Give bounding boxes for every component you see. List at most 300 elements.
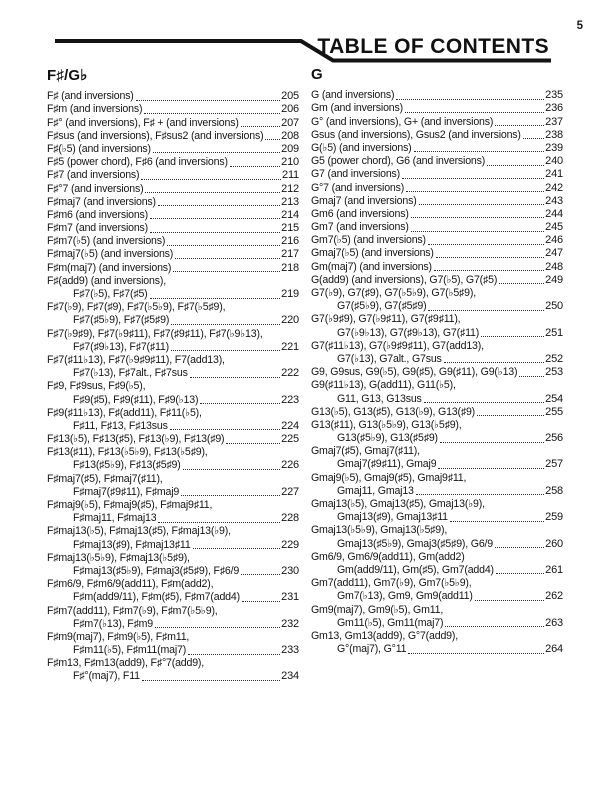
toc-entry-label: G° (and inversions), G+ (and inversions)	[311, 115, 494, 128]
toc-entry-label: Gm6 (and inversions)	[311, 207, 409, 220]
toc-entry-label: G7(♭13), G7alt., G7sus	[337, 352, 442, 365]
toc-entry-label: F♯m6/9, F♯m6/9(add11), F♯m(add2),	[47, 578, 214, 591]
toc-entry-line	[311, 101, 563, 114]
toc-entry-line	[47, 221, 299, 234]
toc-entry-label: F♯7(♯9♭13), F♯7(♯11)	[73, 340, 169, 353]
toc-entry-line	[311, 536, 563, 549]
toc-entry-page: 224	[281, 419, 299, 432]
dot-leader	[226, 443, 280, 444]
dot-leader	[150, 298, 281, 299]
dot-leader	[416, 494, 544, 495]
dot-leader	[419, 204, 545, 205]
toc-entry-page: 264	[545, 643, 563, 656]
toc-entry-label: F♯°(maj7), F11	[73, 670, 140, 683]
toc-entry-line	[311, 602, 563, 615]
toc-columns	[47, 66, 563, 682]
toc-entry-label: Gmaj7(♯5), Gmaj7(♯11),	[311, 445, 420, 458]
toc-entry-label: F♯m(maj7) (and inversions)	[47, 261, 172, 274]
toc-entry-label: Gm6/9, Gm6/9(add11), Gm(add2)	[311, 550, 465, 563]
toc-entry-label: F♯13(♯5♭9), F♯13(♯5♯9)	[73, 459, 181, 472]
toc-entry-label: Gm (and inversions)	[311, 102, 403, 115]
toc-entry-page: 228	[281, 512, 299, 525]
dot-leader	[158, 522, 280, 523]
toc-entry-label: G13(♯11), G13(♭5♭9), G13(♭5♯9),	[311, 418, 462, 431]
toc-entry-line	[311, 352, 563, 365]
toc-entry-line	[311, 457, 563, 470]
toc-entry-page: 210	[281, 156, 299, 169]
toc-entry-label: Gmaj7 (and inversions)	[311, 194, 417, 207]
toc-entry-page: 233	[281, 644, 299, 657]
toc-entry-label: Gm9(maj7), Gm9(♭5), Gm11,	[311, 603, 444, 616]
toc-entry-label: F♯7(♭9), F♯7(♯9), F♯7(♭5♭9), F♯7(♭5♯9),	[47, 301, 226, 314]
toc-entry-line	[311, 180, 563, 193]
toc-entry-label: F♯maj13(♭5♭9), F♯maj13(♭5♯9),	[47, 551, 190, 564]
dot-leader	[190, 377, 280, 378]
toc-entry-line	[47, 564, 299, 577]
dot-leader	[477, 415, 544, 416]
dot-leader	[487, 165, 544, 166]
dot-leader	[405, 112, 544, 113]
dot-leader	[411, 231, 545, 232]
toc-entry-label: F♯maj7(♭5) (and inversions)	[47, 248, 174, 261]
toc-entry-page: 252	[545, 352, 563, 365]
toc-entry-label: G11, G13, G13sus	[337, 392, 422, 405]
toc-entry-label: F♯m6 (and inversions)	[47, 208, 149, 221]
toc-entry-line	[47, 656, 299, 669]
dot-leader	[173, 271, 280, 272]
toc-entry-page: 239	[545, 141, 563, 154]
dot-leader	[428, 244, 544, 245]
toc-entry-line	[47, 669, 299, 682]
dot-leader	[188, 654, 280, 655]
toc-entry-label: G13(♭5), G13(♯5), G13(♭9), G13(♯9)	[311, 405, 476, 418]
dot-leader	[230, 166, 280, 167]
toc-entry-label: F♯maj7(♯9♯11), F♯maj9	[73, 485, 180, 498]
toc-entry-line	[47, 102, 299, 115]
toc-entry-page: 208	[281, 129, 299, 142]
toc-entry-label: F♯maj13(♯5♭9), F♯maj3(♯5♯9), F♯6/9	[73, 564, 240, 577]
dot-leader	[155, 627, 280, 628]
toc-entry-line	[311, 246, 563, 259]
toc-column-fsharp-gflat	[47, 66, 299, 682]
toc-entry-label: F♯13(♭5), F♯13(♯5), F♯13(♭9), F♯13(♯9)	[47, 433, 225, 446]
dot-leader	[523, 138, 544, 139]
toc-entry-label: F♯(♭5) (and inversions)	[47, 142, 151, 155]
toc-entry-label: Gmaj13(♭5), Gmaj13(♯5), Gmaj13(♭9),	[311, 498, 485, 510]
toc-entry-line	[47, 129, 299, 142]
toc-entry-label: G9, G9sus, G9(♭5), G9(♯5), G9(♯11), G9(♭13)	[311, 366, 518, 379]
toc-entry-line	[311, 470, 563, 483]
toc-entry-line	[47, 115, 299, 128]
toc-entry-line	[47, 432, 299, 445]
dot-leader	[481, 336, 544, 337]
toc-entry-page: 226	[281, 459, 299, 472]
toc-entry-line	[47, 406, 299, 419]
dot-leader	[170, 429, 280, 430]
toc-entry-line	[311, 576, 563, 589]
toc-entry-line	[47, 419, 299, 432]
toc-entry-page: 234	[281, 670, 299, 683]
dot-leader	[145, 192, 280, 193]
toc-entry-line	[47, 630, 299, 643]
toc-entry-line	[47, 234, 299, 247]
page-title: TABLE OF CONTENTS	[317, 35, 549, 58]
dot-leader	[445, 626, 544, 627]
toc-entry-line	[47, 340, 299, 353]
toc-entry-line	[311, 114, 563, 127]
dot-leader	[396, 99, 544, 100]
dot-leader	[519, 376, 544, 377]
toc-entry-label: G13(♯5♭9), G13(♯5♯9)	[337, 432, 438, 445]
toc-entry-page: 246	[545, 234, 563, 247]
toc-entry-page: 235	[545, 89, 563, 102]
toc-entry-page: 258	[545, 484, 563, 497]
dot-leader	[171, 350, 280, 351]
toc-entry-label: G (and inversions)	[311, 89, 395, 102]
toc-entry-line	[311, 141, 563, 154]
toc-entry-page: 256	[545, 432, 563, 445]
toc-column-g	[311, 66, 563, 682]
toc-entry-label: F♯7(♯5♭9), F♯7(♯5♯9)	[73, 314, 170, 327]
toc-entry-page: 261	[545, 563, 563, 576]
toc-entry-label: Gm7 (and inversions)	[311, 221, 409, 234]
toc-entry-label: F♯9(♯5), F♯9(♯11), F♯9(♭13)	[73, 393, 199, 406]
toc-entry-label: G5 (power chord), G6 (and inversions)	[311, 155, 486, 168]
toc-entry-label: G7 (and inversions)	[311, 168, 401, 181]
toc-entry-label: G7(♯11♭13), G7(♭9♯9♯11), G7(add13),	[311, 339, 484, 352]
column-heading: F♯/G♭	[47, 67, 88, 84]
toc-entry-label: G7(♭9), G7(♯9), G7(♭5♭9), G7(♭5♯9),	[311, 287, 476, 299]
toc-entry-line	[311, 88, 563, 101]
toc-entry-label: G(♭5) (and inversions)	[311, 141, 412, 154]
toc-entry-label: G(add9) (and inversions), G7(♭5), G7(♯5)	[311, 273, 498, 286]
toc-entry-label: F♯°7 (and inversions)	[47, 182, 144, 195]
toc-entry-line	[311, 378, 563, 391]
toc-entry-line	[47, 643, 299, 656]
toc-entry-label: Gmaj7(♭5) (and inversions)	[311, 247, 434, 260]
toc-entry-line	[47, 485, 299, 498]
toc-entry-line	[47, 142, 299, 155]
toc-entry-label: F♯m7 (and inversions)	[47, 222, 149, 235]
dot-leader	[171, 324, 280, 325]
toc-entry-page: 227	[281, 485, 299, 498]
toc-entry-line	[47, 353, 299, 366]
toc-list	[311, 88, 563, 655]
dot-leader	[444, 362, 545, 363]
toc-entry-line	[47, 274, 299, 287]
toc-entry-line	[47, 366, 299, 379]
toc-entry-label: F♯9(♯11♭13), F♯(add11), F♯11(♭5),	[47, 406, 202, 419]
dot-leader	[141, 179, 281, 180]
toc-entry-label: F♯maj13(♯9), F♯maj13♯11	[73, 538, 191, 551]
toc-entry-line	[311, 339, 563, 352]
toc-entry-line	[47, 168, 299, 181]
toc-entry-label: Gm(add9/11), Gm(♯5), Gm7(add4)	[337, 563, 494, 576]
toc-entry-label: Gmaj13(♭5♭9), Gmaj13(♭5♯9),	[311, 524, 448, 537]
toc-entry-label: G7(♯5♭9), G7(♯5♯9)	[337, 300, 427, 313]
dot-leader	[150, 218, 280, 219]
dot-leader	[495, 547, 544, 548]
toc-entry-page: 231	[281, 591, 299, 604]
toc-entry-page: 221	[281, 340, 299, 353]
dot-leader	[181, 495, 280, 496]
dot-leader	[242, 601, 280, 602]
toc-entry-line	[311, 259, 563, 272]
dot-leader	[241, 126, 281, 127]
toc-entry-line	[311, 497, 563, 510]
toc-entry-label: Gm(maj7) (and inversions)	[311, 260, 432, 273]
dot-leader	[436, 257, 544, 258]
toc-entry-line	[47, 603, 299, 616]
toc-entry-label: F♯11, F♯13, F♯13sus	[73, 419, 168, 432]
toc-entry-label: F♯m(add9/11), F♯m(♯5), F♯m7(add4)	[73, 591, 240, 604]
toc-entry-line	[311, 523, 563, 536]
toc-entry-page: 230	[281, 564, 299, 577]
dot-leader	[440, 442, 544, 443]
toc-entry-label: G9(♯11♭13), G(add11), G11(♭5),	[311, 379, 456, 392]
toc-entry-page: 248	[545, 260, 563, 273]
toc-entry-page: 215	[281, 222, 299, 235]
toc-entry-label: G°(maj7), G°11	[337, 643, 407, 656]
toc-entry-page: 217	[281, 248, 299, 261]
dot-leader	[158, 205, 280, 206]
toc-entry-page: 247	[545, 247, 563, 260]
toc-entry-page: 262	[545, 590, 563, 603]
dot-leader	[424, 402, 545, 403]
toc-entry-page: 237	[545, 115, 563, 128]
column-heading: G	[311, 66, 323, 83]
toc-entry-page: 232	[281, 617, 299, 630]
dot-leader	[496, 573, 544, 574]
toc-entry-line	[311, 167, 563, 180]
toc-entry-label: F♯m7(add11), F♯m7(♭9), F♯m7(♭5♭9),	[47, 604, 218, 617]
toc-entry-line	[47, 260, 299, 273]
toc-entry-page: 250	[545, 300, 563, 313]
toc-entry-line	[311, 484, 563, 497]
toc-entry-label: F♯sus (and inversions), F♯sus2 (and inversions)	[47, 129, 264, 142]
toc-entry-line	[47, 155, 299, 168]
toc-entry-page: 212	[281, 182, 299, 195]
toc-entry-label: Gmaj9(♭5), Gmaj9(♯5), Gmaj9♯11,	[311, 471, 467, 484]
toc-entry-label: F♯7(♭13), F♯7alt., F♯7sus	[73, 367, 188, 380]
toc-entry-label: F♯7 (and inversions)	[47, 169, 140, 182]
page-number: 5	[576, 20, 583, 32]
toc-entry-label: F♯maj7(♯5), F♯maj7(♯11),	[47, 472, 163, 485]
toc-entry-page: 205	[281, 90, 299, 103]
dot-leader	[183, 469, 281, 470]
toc-entry-line	[311, 550, 563, 563]
toc-entry-page: 259	[545, 511, 563, 524]
toc-entry-label: F♯maj7 (and inversions)	[47, 195, 156, 208]
dot-leader	[438, 468, 544, 469]
toc-entry-line	[311, 194, 563, 207]
toc-entry-line	[311, 629, 563, 642]
toc-entry-line	[47, 181, 299, 194]
toc-entry-line	[311, 589, 563, 602]
toc-entry-label: F♯m7(♭5) (and inversions)	[47, 235, 166, 248]
toc-entry-line	[47, 445, 299, 458]
dot-leader	[200, 403, 280, 404]
toc-entry-page: 209	[281, 142, 299, 155]
toc-entry-page: 214	[281, 208, 299, 221]
toc-entry-label: F♯7(♭9♯9), F♯7(♭9♯11), F♯7(♯9♯11), F♯7(♭9♭13),	[47, 327, 263, 340]
toc-entry-page: 222	[281, 367, 299, 380]
toc-entry-label: Gm7(♭13), Gm9, Gm9(add11)	[337, 590, 473, 603]
dot-leader	[153, 152, 280, 153]
toc-entry-line	[311, 431, 563, 444]
toc-entry-line	[311, 154, 563, 167]
dot-leader	[450, 521, 544, 522]
toc-entry-line	[311, 207, 563, 220]
toc-entry-line	[47, 524, 299, 537]
toc-entry-page: 229	[281, 538, 299, 551]
toc-entry-page: 260	[545, 537, 563, 550]
dot-leader	[150, 232, 280, 233]
toc-entry-page: 249	[545, 273, 563, 286]
toc-entry-line	[47, 195, 299, 208]
dot-leader	[402, 178, 544, 179]
toc-entry-line	[47, 458, 299, 471]
toc-entry-label: F♯9, F♯9sus, F♯9(♭5),	[47, 380, 146, 393]
toc-entry-line	[311, 286, 563, 299]
dot-leader	[144, 113, 280, 114]
dot-leader	[434, 270, 544, 271]
dot-leader	[193, 548, 281, 549]
dot-leader	[428, 310, 544, 311]
toc-entry-label: Gm13, Gm13(add9), G°7(add9),	[311, 629, 458, 642]
toc-entry-label: F♯7(♭5), F♯7(♯5)	[73, 288, 148, 300]
toc-entry-page: 242	[545, 181, 563, 194]
toc-entry-line	[311, 325, 563, 338]
dot-leader	[175, 258, 280, 259]
toc-entry-page: 216	[281, 235, 299, 248]
toc-entry-line	[47, 89, 299, 102]
toc-entry-page: 243	[545, 194, 563, 207]
dot-leader	[241, 574, 280, 575]
toc-entry-line	[311, 233, 563, 246]
toc-entry-page: 255	[545, 405, 563, 418]
toc-entry-line	[311, 642, 563, 655]
toc-entry-page: 207	[281, 116, 299, 129]
toc-entry-page: 251	[545, 326, 563, 339]
toc-entry-label: F♯maj11, F♯maj13	[73, 512, 157, 525]
dot-leader	[495, 125, 544, 126]
toc-entry-page: 240	[545, 155, 563, 168]
dot-leader	[414, 151, 545, 152]
toc-entry-label: Gsus (and inversions), Gsus2 (and inversions)	[311, 128, 521, 141]
toc-entry-label: F♯maj13(♭5), F♯maj13(♯5), F♯maj13(♭9),	[47, 525, 231, 538]
toc-entry-page: 245	[545, 221, 563, 234]
toc-entry-line	[47, 617, 299, 630]
toc-entry-line	[47, 590, 299, 603]
toc-entry-label: G7(♭9♭13), G7(♯9♭13), G7(♯11)	[337, 326, 480, 339]
toc-entry-page: 257	[545, 458, 563, 471]
toc-entry-line	[311, 418, 563, 431]
toc-entry-line	[311, 220, 563, 233]
toc-entry-label: Gm7(add11), Gm7(♭9), Gm7(♭5♭9),	[311, 577, 472, 590]
toc-entry-label: F♯° (and inversions), F♯ + (and inversions)	[47, 116, 239, 129]
toc-entry-line	[47, 551, 299, 564]
toc-entry-line	[311, 616, 563, 629]
toc-entry-line	[47, 313, 299, 326]
toc-entry-line	[47, 326, 299, 339]
toc-entry-label: F♯m11(♭5), F♯m11(maj7)	[73, 644, 187, 657]
toc-entry-label: G°7 (and inversions)	[311, 181, 405, 194]
dot-leader	[408, 653, 544, 654]
toc-entry-line	[311, 365, 563, 378]
dot-leader	[411, 217, 545, 218]
toc-entry-page: 219	[281, 288, 299, 300]
toc-entry-page: 263	[545, 616, 563, 629]
toc-entry-line	[311, 128, 563, 141]
toc-entry-line	[311, 299, 563, 312]
toc-entry-label: F♯ (and inversions)	[47, 90, 134, 103]
toc-entry-label: F♯m (and inversions)	[47, 103, 143, 116]
toc-entry-label: F♯7(♯11♭13), F♯7(♭9♯9♯11), F7(add13),	[47, 353, 225, 366]
toc-entry-label: F♯m7(♭13), F♯m9	[73, 617, 153, 630]
toc-entry-line	[311, 273, 563, 286]
toc-entry-page: 238	[545, 128, 563, 141]
toc-entry-line	[311, 510, 563, 523]
toc-list	[47, 89, 299, 682]
dot-leader	[142, 680, 280, 681]
toc-entry-label: Gmaj13(♯9), Gmaj13♯11	[337, 511, 448, 524]
toc-entry-label: F♯13(♯11), F♯13(♭5♭9), F♯13(♭5♯9),	[47, 446, 208, 459]
toc-entry-label: F♯m13, F♯m13(add9), F♯°7(add9),	[47, 657, 205, 670]
dot-leader	[265, 139, 280, 140]
toc-entry-line	[47, 300, 299, 313]
toc-entry-page: 244	[545, 207, 563, 220]
toc-entry-line	[47, 208, 299, 221]
toc-entry-label: F♯5 (power chord), F♯6 (and inversions)	[47, 156, 228, 169]
toc-entry-line	[47, 247, 299, 260]
toc-entry-page: 218	[281, 261, 299, 274]
toc-entry-page: 236	[545, 102, 563, 115]
toc-entry-label: Gmaj7(♯9♯11), Gmaj9	[337, 458, 437, 471]
toc-entry-line	[47, 379, 299, 392]
toc-entry-page: 220	[281, 314, 299, 327]
toc-entry-line	[47, 577, 299, 590]
toc-entry-label: F♯m9(maj7), F♯m9(♭5), F♯m11,	[47, 630, 190, 643]
toc-entry-line	[47, 287, 299, 300]
toc-entry-page: 254	[545, 392, 563, 405]
toc-entry-line	[47, 392, 299, 405]
dot-leader	[167, 245, 280, 246]
toc-entry-label: F♯maj9(♭5), F♯maj9(♯5), F♯maj9♯11,	[47, 499, 213, 511]
dot-leader	[499, 283, 544, 284]
toc-entry-line	[47, 471, 299, 484]
toc-entry-line	[47, 511, 299, 524]
toc-entry-line	[311, 563, 563, 576]
dot-leader	[406, 191, 544, 192]
toc-entry-page: 213	[281, 195, 299, 208]
toc-entry-line	[311, 444, 563, 457]
dot-leader	[136, 100, 281, 101]
dot-leader	[475, 600, 544, 601]
toc-entry-page: 223	[281, 393, 299, 406]
toc-entry-page: 211	[282, 169, 299, 182]
toc-entry-page: 206	[281, 103, 299, 116]
toc-entry-label: Gmaj13(♯5♭9), Gmaj3(♯5♯9), G6/9	[337, 537, 494, 550]
toc-entry-line	[47, 498, 299, 511]
toc-entry-page: 241	[545, 168, 563, 181]
toc-entry-label: Gm11(♭5), Gm11(maj7)	[337, 616, 444, 629]
toc-entry-line	[311, 405, 563, 418]
toc-entry-label: F♯(add9) (and inversions),	[47, 274, 166, 287]
toc-entry-label: G7(♭9♯9), G7(♭9♯11), G7(♯9♯11),	[311, 313, 461, 326]
toc-entry-line	[47, 537, 299, 550]
toc-entry-line	[311, 312, 563, 325]
